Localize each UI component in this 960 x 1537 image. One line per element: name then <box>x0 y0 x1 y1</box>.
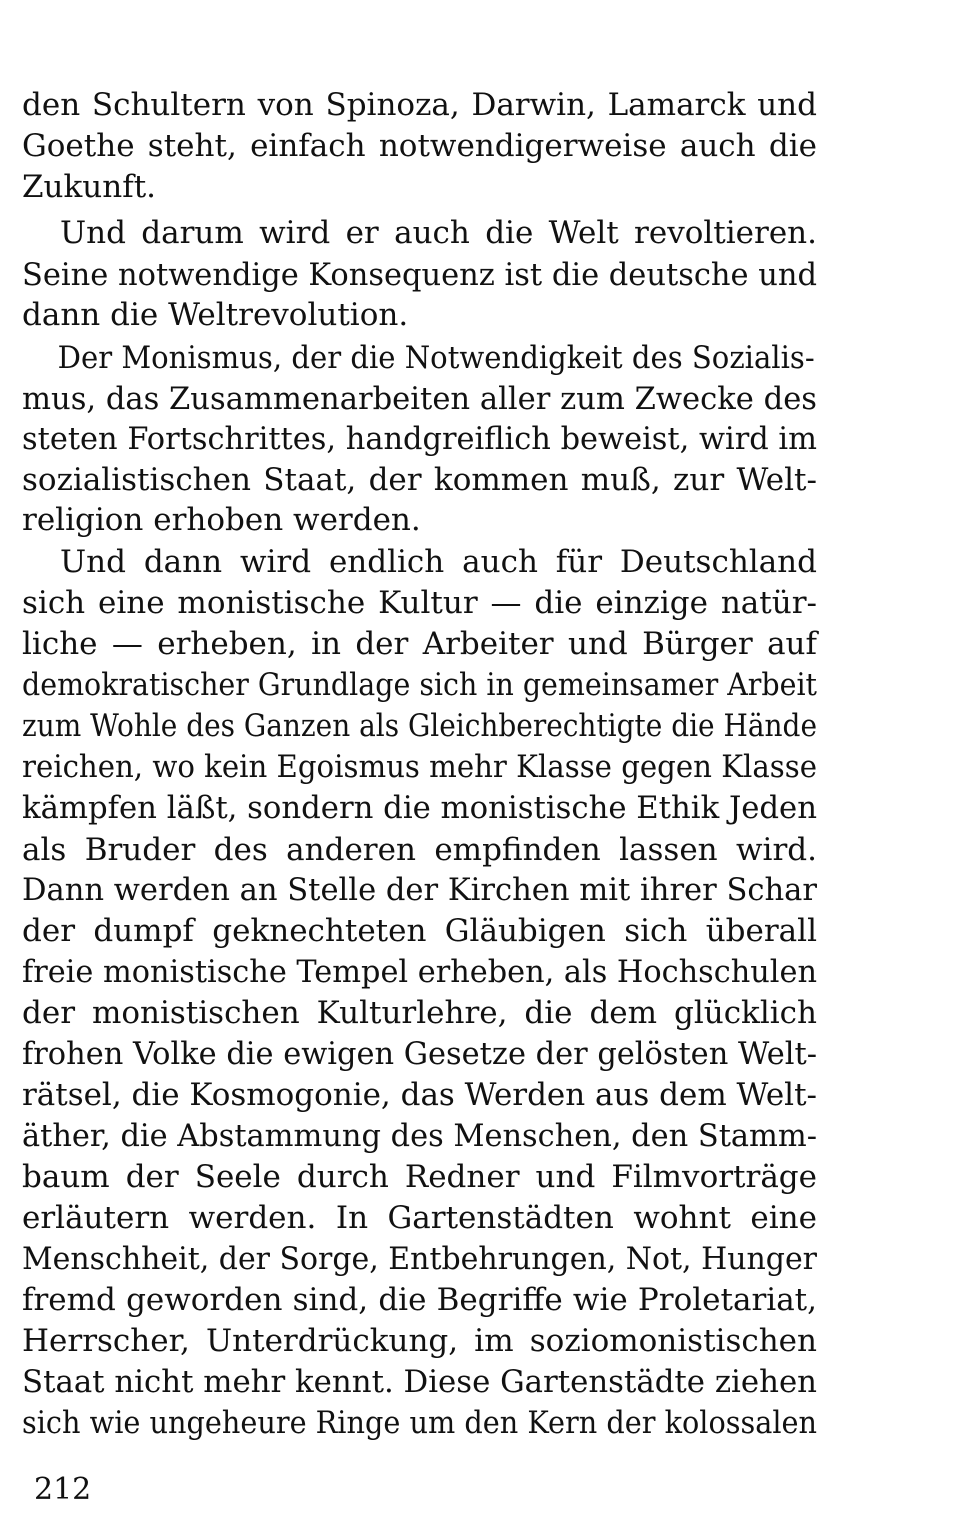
text-line: äther, die Abstammung des Menschen, den Stamm- <box>22 1118 817 1154</box>
text-line: sich eine monistische Kultur — die einzige natür- <box>22 585 817 621</box>
text-line: freie monistische Tempel erheben, als Hochschulen <box>22 954 817 990</box>
page-number: 212 <box>34 1472 92 1507</box>
text-line: mus, das Zusammenarbeiten aller zum Zwecke des <box>22 381 817 417</box>
text-line: Goethe steht, einfach notwendigerweise auch die <box>22 128 817 164</box>
text-line: steten Fortschrittes, handgreiflich beweist, wird im <box>22 421 817 457</box>
text-line: Und dann wird endlich auch für Deutschland <box>60 544 817 580</box>
text-line: frohen Volke die ewigen Gesetze der gelösten Welt- <box>22 1036 817 1072</box>
text-line: zum Wohle des Ganzen als Gleichberechtigte die Hände <box>22 708 817 744</box>
text-line: kämpfen läßt, sondern die monistische Ethik Jeden <box>22 790 817 826</box>
text-line: erläutern werden. In Gartenstädten wohnt eine <box>22 1200 817 1236</box>
text-line: fremd geworden sind, die Begriffe wie Proletariat, <box>22 1282 817 1318</box>
text-line: reichen, wo kein Egoismus mehr Klasse gegen Klasse <box>22 749 817 785</box>
text-line: Seine notwendige Konsequenz ist die deutsche und <box>22 257 817 293</box>
text-line: Menschheit, der Sorge, Entbehrungen, Not, Hunger <box>22 1241 817 1277</box>
text-line: Staat nicht mehr kennt. Diese Gartenstädte ziehen <box>22 1364 817 1400</box>
text-line: baum der Seele durch Redner und Filmvorträge <box>22 1159 817 1195</box>
text-line: Zukunft. <box>22 169 157 205</box>
text-line: sich wie ungeheure Ringe um den Kern der kolossalen <box>22 1405 817 1441</box>
text-line: der dumpf geknechteten Gläubigen sich überall <box>22 913 817 949</box>
text-line: Dann werden an Stelle der Kirchen mit ihrer Schar <box>22 872 817 908</box>
text-line: sozialistischen Staat, der kommen muß, zur Welt- <box>22 462 817 498</box>
text-line: der monistischen Kulturlehre, die dem glücklich <box>22 995 817 1031</box>
text-line: dann die Weltrevolution. <box>22 297 409 333</box>
text-line: den Schultern von Spinoza, Darwin, Lamarck und <box>22 87 817 123</box>
text-line: Und darum wird er auch die Welt revoltieren. <box>60 215 817 251</box>
text-line: Herrscher, Unterdrückung, im soziomonistischen <box>22 1323 817 1359</box>
text-line: Der Monismus, der die Notwendigkeit des Sozialis- <box>57 340 815 376</box>
text-line: religion erhoben werden. <box>22 502 421 538</box>
text-line: als Bruder des anderen empfinden lassen wird. <box>22 832 817 868</box>
text-line: liche — erheben, in der Arbeiter und Bürger auf <box>22 626 817 662</box>
text-line: rätsel, die Kosmogonie, das Werden aus dem Welt- <box>22 1077 817 1113</box>
text-line: demokratischer Grundlage sich in gemeinsamer Arbeit <box>22 667 817 703</box>
